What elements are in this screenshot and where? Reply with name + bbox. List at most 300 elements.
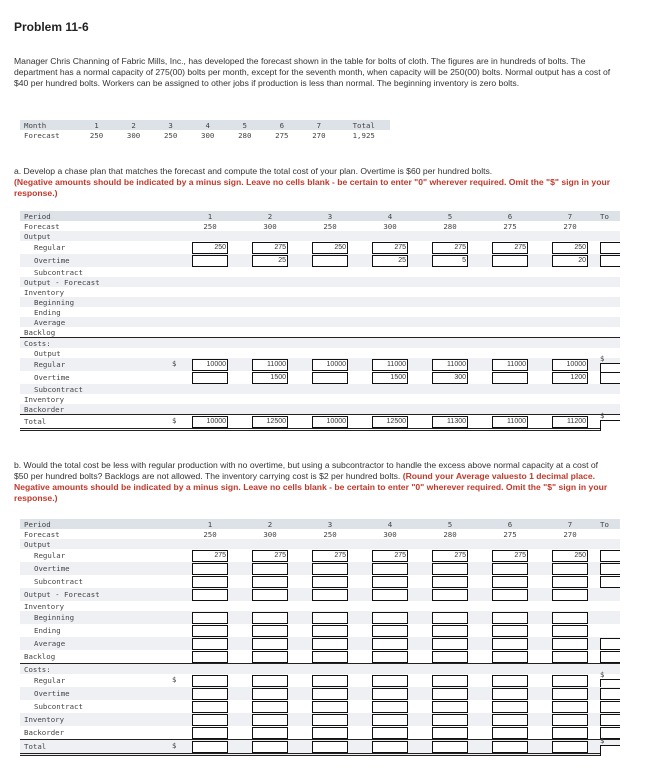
forecast-table-cell: 6: [263, 120, 300, 130]
input-field[interactable]: [192, 688, 228, 700]
input-field[interactable]: [192, 714, 228, 726]
input-field[interactable]: 11000: [372, 359, 408, 371]
period-cell: [180, 563, 240, 575]
input-field[interactable]: 300: [432, 372, 468, 384]
period-cell: [300, 576, 360, 588]
total-cell: [600, 576, 620, 588]
input-field[interactable]: [432, 589, 468, 601]
total-input-field[interactable]: [600, 745, 620, 756]
input-field[interactable]: [192, 612, 228, 624]
input-field[interactable]: [372, 638, 408, 650]
input-field[interactable]: 250: [192, 242, 228, 254]
period-value: 250: [203, 529, 217, 539]
input-field[interactable]: [552, 589, 588, 601]
period-cell: [300, 255, 360, 267]
period-cell: [420, 688, 480, 700]
input-field[interactable]: [372, 714, 408, 726]
input-field[interactable]: [492, 714, 528, 726]
input-field[interactable]: [192, 701, 228, 713]
input-field[interactable]: [192, 625, 228, 637]
input-field[interactable]: [192, 651, 228, 663]
input-field[interactable]: 250: [312, 242, 348, 254]
input-field[interactable]: 275: [372, 550, 408, 562]
input-field[interactable]: [552, 701, 588, 713]
input-field[interactable]: [552, 576, 588, 588]
input-field[interactable]: 275: [312, 550, 348, 562]
input-field[interactable]: [252, 612, 288, 624]
period-value: 275: [503, 221, 517, 231]
input-field[interactable]: 275: [372, 242, 408, 254]
period-value: 300: [263, 221, 277, 231]
dollar-sign: $: [172, 358, 177, 368]
grid-row-subcontract: [20, 384, 620, 394]
total-input-field[interactable]: [600, 651, 620, 663]
grid-row-overtime: [20, 371, 620, 384]
total-cell: [600, 714, 620, 726]
input-field[interactable]: [192, 372, 228, 384]
period-cell: [480, 372, 540, 384]
input-field[interactable]: [492, 741, 528, 753]
period-cell: [360, 212, 420, 221]
period-cell: [300, 372, 360, 384]
period-cell: [480, 255, 540, 267]
input-field[interactable]: [372, 688, 408, 700]
problem-title: Problem 11-6: [14, 20, 89, 34]
input-field[interactable]: [312, 638, 348, 650]
input-field[interactable]: [432, 701, 468, 713]
input-field[interactable]: [192, 638, 228, 650]
period-cell: [540, 563, 600, 575]
input-field[interactable]: 20: [552, 255, 588, 267]
period-cell: [180, 651, 240, 663]
input-field[interactable]: [372, 651, 408, 663]
grid-row-output-forecast: [20, 277, 620, 287]
period-value: 2: [267, 211, 273, 221]
input-field[interactable]: [432, 727, 468, 739]
grid-row-output: [20, 348, 620, 358]
input-field[interactable]: 12500: [372, 416, 408, 428]
row-label: Forecast: [24, 221, 60, 231]
input-field[interactable]: [372, 675, 408, 687]
period-cell: [180, 688, 240, 700]
input-field[interactable]: [192, 741, 228, 753]
input-field[interactable]: 275: [492, 242, 528, 254]
period-cell: [420, 255, 480, 267]
period-cell: [360, 638, 420, 650]
grid-row-total: [20, 411, 620, 431]
input-field[interactable]: [432, 688, 468, 700]
grid-row-inventory: [20, 713, 620, 726]
period-cell: [420, 714, 480, 726]
input-field[interactable]: [492, 701, 528, 713]
input-field[interactable]: [312, 741, 348, 753]
total-input-field[interactable]: [600, 242, 620, 254]
forecast-table-cell: Forecast: [24, 130, 60, 140]
input-field[interactable]: [492, 576, 528, 588]
input-field[interactable]: [552, 714, 588, 726]
input-field[interactable]: [372, 625, 408, 637]
input-field[interactable]: [372, 563, 408, 575]
period-cell: [540, 727, 600, 739]
input-field[interactable]: 250: [552, 242, 588, 254]
period-value: 7: [567, 211, 573, 221]
input-field[interactable]: [492, 651, 528, 663]
period-cell: [180, 612, 240, 624]
total-cell: [600, 372, 620, 384]
input-field[interactable]: [312, 255, 348, 267]
input-field[interactable]: [492, 675, 528, 687]
total-input-field[interactable]: [600, 714, 620, 726]
period-cell: [180, 520, 240, 529]
input-field[interactable]: [372, 612, 408, 624]
input-field[interactable]: 10000: [312, 359, 348, 371]
input-field[interactable]: [432, 714, 468, 726]
input-field[interactable]: [492, 563, 528, 575]
row-label: Inventory: [24, 287, 65, 297]
input-field[interactable]: [312, 688, 348, 700]
grid-row-beginning: [20, 611, 620, 624]
input-field[interactable]: [312, 576, 348, 588]
period-cell: [240, 675, 300, 687]
period-value: 4: [387, 211, 393, 221]
period-cell: [360, 701, 420, 713]
input-field[interactable]: [312, 612, 348, 624]
period-cell: [240, 563, 300, 575]
grid-row-backlog: [20, 327, 620, 337]
input-field[interactable]: [432, 675, 468, 687]
period-value: 4: [387, 519, 393, 529]
input-field[interactable]: [432, 638, 468, 650]
total-input-field[interactable]: [600, 638, 620, 650]
input-field[interactable]: [252, 576, 288, 588]
input-field[interactable]: 275: [432, 242, 468, 254]
input-field[interactable]: [192, 563, 228, 575]
period-cell: [420, 625, 480, 637]
total-input-field[interactable]: [600, 701, 620, 713]
input-field[interactable]: [552, 625, 588, 637]
grid-row-subcontract: [20, 267, 620, 277]
grid-row-output-forecast: [20, 588, 620, 601]
total-cell: [600, 688, 620, 700]
period-value: 3: [327, 211, 333, 221]
period-cell: [240, 359, 300, 371]
input-field[interactable]: [372, 727, 408, 739]
period-cell: [240, 550, 300, 562]
input-field[interactable]: [192, 589, 228, 601]
total-cell: [600, 520, 620, 529]
grid-row-forecast: [20, 221, 620, 231]
period-value: 300: [383, 529, 397, 539]
period-cell: [540, 255, 600, 267]
period-cell: [180, 701, 240, 713]
period-cell: [480, 416, 540, 428]
total-input-field[interactable]: [600, 550, 620, 562]
input-field[interactable]: 11000: [252, 359, 288, 371]
input-field[interactable]: 250: [552, 550, 588, 562]
input-field[interactable]: 10000: [312, 416, 348, 428]
row-label: Output: [24, 539, 51, 549]
input-field[interactable]: 275: [192, 550, 228, 562]
total-cell: [600, 563, 620, 575]
grid-row-regular: [20, 354, 620, 371]
period-value: 300: [263, 529, 277, 539]
input-field[interactable]: [552, 727, 588, 739]
input-field[interactable]: 11300: [432, 416, 468, 428]
input-field[interactable]: 11000: [492, 359, 528, 371]
period-cell: [360, 359, 420, 371]
input-field[interactable]: 275: [492, 550, 528, 562]
input-field[interactable]: [552, 651, 588, 663]
input-field[interactable]: [432, 651, 468, 663]
period-value: 250: [323, 221, 337, 231]
period-cell: [360, 688, 420, 700]
input-field[interactable]: [432, 563, 468, 575]
dollar-sign: $: [600, 736, 605, 745]
period-value: 1: [207, 211, 213, 221]
input-field[interactable]: [492, 589, 528, 601]
input-field[interactable]: [312, 714, 348, 726]
part-a-instructions: (Negative amounts should be indicated by a minus sign. Leave no cells blank - be certain to enter "0" wherever required. Omit the "$" sign in your response.): [14, 177, 611, 198]
period-cell: [540, 530, 600, 539]
input-field[interactable]: 12500: [252, 416, 288, 428]
input-field[interactable]: [192, 675, 228, 687]
input-field[interactable]: [192, 727, 228, 739]
input-field[interactable]: [492, 625, 528, 637]
input-field[interactable]: 25: [372, 255, 408, 267]
period-cell: [240, 589, 300, 601]
input-field[interactable]: [492, 612, 528, 624]
period-value: 1: [207, 519, 213, 529]
total-input-field[interactable]: [600, 372, 620, 384]
period-cell: [360, 727, 420, 739]
row-label: Subcontract: [34, 577, 83, 586]
input-field[interactable]: [552, 612, 588, 624]
total-cell: [600, 242, 620, 254]
period-cell: [420, 520, 480, 529]
period-cell: [360, 530, 420, 539]
input-field[interactable]: 11200: [552, 416, 588, 428]
period-cell: [540, 589, 600, 601]
input-field[interactable]: [192, 576, 228, 588]
period-cell: [240, 688, 300, 700]
input-field[interactable]: [492, 638, 528, 650]
input-field[interactable]: [432, 741, 468, 753]
period-value: 270: [563, 221, 577, 231]
period-cell: [540, 688, 600, 700]
period-cell: [420, 701, 480, 713]
period-cell: [360, 372, 420, 384]
period-cell: [420, 589, 480, 601]
period-cell: [420, 550, 480, 562]
input-field[interactable]: [492, 372, 528, 384]
period-cell: [480, 638, 540, 650]
period-cell: [360, 416, 420, 428]
period-value: 2: [267, 519, 273, 529]
row-label: Regular: [34, 676, 66, 685]
input-field[interactable]: [312, 675, 348, 687]
grid-row-period: [20, 211, 620, 221]
grid-row-period: [20, 519, 620, 529]
input-field[interactable]: [372, 576, 408, 588]
period-cell: [180, 714, 240, 726]
input-field[interactable]: [312, 372, 348, 384]
input-field[interactable]: [252, 701, 288, 713]
period-cell: [480, 550, 540, 562]
row-label: Period: [24, 211, 51, 221]
input-field[interactable]: [552, 638, 588, 650]
dollar-sign: $: [172, 415, 177, 425]
period-cell: [540, 242, 600, 254]
input-field[interactable]: [492, 727, 528, 739]
input-field[interactable]: [252, 589, 288, 601]
input-field[interactable]: [312, 589, 348, 601]
row-label: Output - Forecast: [24, 590, 100, 599]
input-field[interactable]: [192, 255, 228, 267]
period-cell: [540, 416, 600, 428]
input-field[interactable]: [252, 714, 288, 726]
grid-row-subcontract: [20, 575, 620, 588]
input-field[interactable]: [312, 563, 348, 575]
period-value: 5: [447, 519, 453, 529]
input-field[interactable]: [312, 651, 348, 663]
period-value: 250: [323, 529, 337, 539]
period-cell: [180, 212, 240, 221]
input-field[interactable]: [312, 701, 348, 713]
row-label: Average: [34, 317, 66, 327]
grid-row-output: [20, 231, 620, 241]
period-value: 6: [507, 211, 513, 221]
period-cell: [180, 727, 240, 739]
input-field[interactable]: [432, 625, 468, 637]
period-cell: [420, 638, 480, 650]
period-cell: [540, 576, 600, 588]
period-value: 5: [447, 211, 453, 221]
row-label: Overtime: [34, 256, 70, 265]
total-cell: [600, 255, 620, 267]
period-cell: [240, 255, 300, 267]
input-field[interactable]: [552, 675, 588, 687]
input-field[interactable]: 275: [252, 550, 288, 562]
input-field[interactable]: 10000: [192, 416, 228, 428]
period-cell: [480, 741, 540, 753]
input-field[interactable]: [252, 675, 288, 687]
period-cell: [180, 625, 240, 637]
input-field[interactable]: 10000: [192, 359, 228, 371]
period-cell: [420, 222, 480, 231]
period-cell: [480, 222, 540, 231]
total-cell: [600, 736, 620, 756]
total-input-field[interactable]: [600, 688, 620, 700]
input-field[interactable]: 25: [252, 255, 288, 267]
input-field[interactable]: [552, 741, 588, 753]
total-input-field[interactable]: [600, 576, 620, 588]
period-value: 7: [567, 519, 573, 529]
input-field[interactable]: [492, 255, 528, 267]
input-field[interactable]: 1500: [372, 372, 408, 384]
input-field[interactable]: 11000: [432, 359, 468, 371]
input-field[interactable]: [312, 727, 348, 739]
input-field[interactable]: [552, 563, 588, 575]
period-cell: [300, 242, 360, 254]
problem-description: Manager Chris Channing of Fabric Mills, Inc., has developed the forecast shown in the table for bolts of cloth. The figures are in hundreds of bolts. The department has a normal capacity of 275(00) bolts per month, except for the seventh month, when capacity will be 250(00) bolts. Normal output has a cost of $40 per hundred bolts. Workers can be assigned to other jobs if production is less than normal. The beginning inventory is zero bolts.: [14, 56, 611, 88]
period-cell: [420, 612, 480, 624]
row-label: Regular: [34, 551, 66, 560]
grid-row-inventory: [20, 287, 620, 297]
input-field[interactable]: [252, 727, 288, 739]
period-cell: [240, 612, 300, 624]
grid-row-costs-: [20, 663, 620, 674]
input-field[interactable]: 10000: [552, 359, 588, 371]
input-field[interactable]: [252, 638, 288, 650]
period-cell: [360, 625, 420, 637]
period-cell: [300, 638, 360, 650]
input-field[interactable]: 1500: [252, 372, 288, 384]
period-cell: [480, 563, 540, 575]
period-cell: [360, 550, 420, 562]
period-cell: [300, 530, 360, 539]
input-field[interactable]: [432, 612, 468, 624]
input-field[interactable]: [312, 625, 348, 637]
period-cell: [180, 255, 240, 267]
input-field[interactable]: [432, 576, 468, 588]
grid-row-forecast: [20, 529, 620, 539]
total-input-field[interactable]: [600, 255, 620, 267]
period-cell: [300, 675, 360, 687]
input-field[interactable]: 275: [252, 242, 288, 254]
period-cell: [240, 625, 300, 637]
row-label: Costs:: [24, 664, 51, 674]
period-cell: [300, 701, 360, 713]
forecast-table-cell: 1,925: [352, 130, 375, 140]
input-field[interactable]: [252, 741, 288, 753]
period-cell: [300, 563, 360, 575]
input-field[interactable]: 11000: [492, 416, 528, 428]
row-label: Subcontract: [34, 384, 83, 394]
period-cell: [360, 222, 420, 231]
input-field[interactable]: 275: [432, 550, 468, 562]
input-field[interactable]: [372, 701, 408, 713]
period-cell: [540, 741, 600, 753]
input-field[interactable]: 1200: [552, 372, 588, 384]
period-cell: [360, 563, 420, 575]
grid-row-inventory: [20, 601, 620, 611]
forecast-table-cell: 4: [189, 120, 226, 130]
total-input-field[interactable]: [600, 563, 620, 575]
period-value: 280: [443, 221, 457, 231]
total-input-field[interactable]: [600, 420, 620, 431]
input-field[interactable]: [372, 741, 408, 753]
input-field[interactable]: [492, 688, 528, 700]
period-cell: [420, 530, 480, 539]
total-cell: [600, 550, 620, 562]
period-cell: [172, 674, 240, 687]
period-cell: [540, 520, 600, 529]
input-field[interactable]: [552, 688, 588, 700]
row-label: Backorder: [24, 404, 65, 414]
forecast-table-cell: 250: [89, 130, 104, 140]
period-cell: [480, 589, 540, 601]
period-cell: [420, 563, 480, 575]
forecast-table-cell: Total: [337, 120, 390, 130]
input-field[interactable]: [252, 688, 288, 700]
total-header: To: [600, 211, 609, 221]
input-field[interactable]: [252, 563, 288, 575]
input-field[interactable]: 5: [432, 255, 468, 267]
input-field[interactable]: [252, 651, 288, 663]
input-field[interactable]: [252, 625, 288, 637]
period-value: 300: [383, 221, 397, 231]
input-field[interactable]: [372, 589, 408, 601]
